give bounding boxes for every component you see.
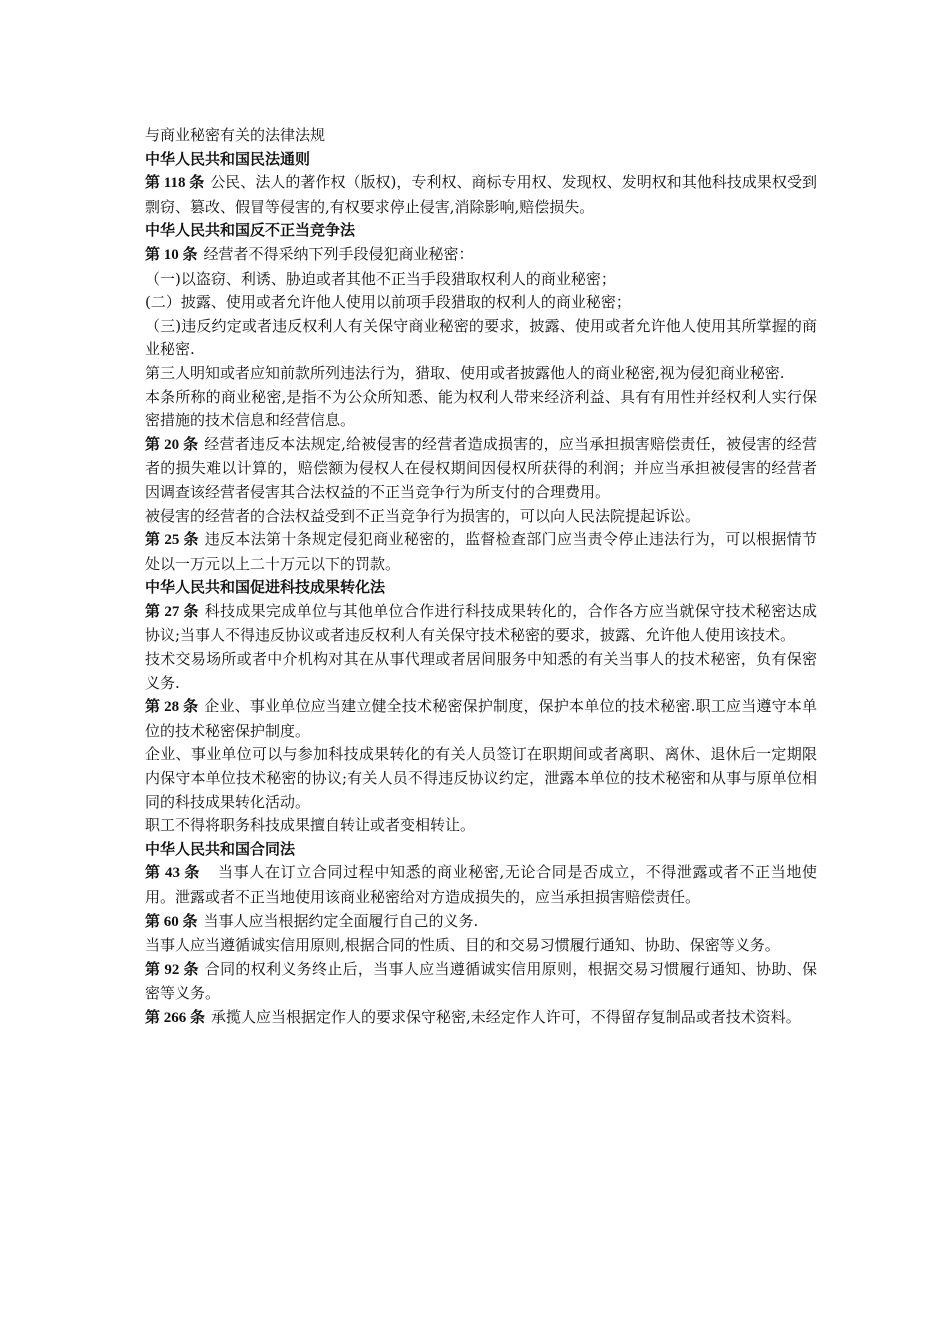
law-heading: 中华人民共和国民法通则 xyxy=(145,149,311,168)
article-paragraph xyxy=(145,695,817,743)
article-paragraph xyxy=(145,171,817,219)
clause-paragraph xyxy=(145,648,817,695)
article-paragraph xyxy=(145,600,817,648)
article-number: 第 92 条 xyxy=(145,961,199,978)
paragraph-text: 企业、事业单位应当建立健全技术秘密保护制度，保护本单位的技术秘密.职工应当遵守本单位的技术秘密保护制度。 xyxy=(145,697,817,740)
paragraph-text: 技术交易场所或者中介机构对其在从事代理或者居间服务中知悉的有关当事人的技术秘密，负有保密义务. xyxy=(145,650,817,692)
law-heading: 中华人民共和国合同法 xyxy=(145,839,296,858)
document-page xyxy=(145,124,817,1031)
clause-paragraph xyxy=(145,505,817,529)
clause-paragraph xyxy=(145,743,817,814)
article-number: 第 25 条 xyxy=(145,532,199,549)
article-paragraph xyxy=(145,528,817,576)
paragraph-text: 本条所称的商业秘密,是指不为公众所知悉、能为权利人带来经济利益、具有有用性并经权利人实行保密措施的技术信息和经营信息。 xyxy=(145,387,817,430)
clause-paragraph xyxy=(145,362,817,386)
paragraph-text: (二）披露、使用或者允许他人使用以前项手段猎取的权利人的商业秘密； xyxy=(145,293,631,312)
law-heading: 中华人民共和国促进科技成果转化法 xyxy=(145,578,386,597)
article-number: 第 60 条 xyxy=(145,913,198,930)
clause-paragraph xyxy=(145,934,817,958)
clause-paragraph xyxy=(145,268,817,292)
clause-paragraph xyxy=(145,386,817,433)
paragraph-text: 第三人明知或者应知前款所列违法行为，猎取、使用或者披露他人的商业秘密,视为侵犯商业秘密. xyxy=(145,363,785,382)
paragraph-text: 当事人应当根据约定全面履行自己的义务. xyxy=(203,911,479,930)
article-paragraph xyxy=(145,910,817,935)
paragraph-text: 经营者不得采纳下列手段侵犯商业秘密： xyxy=(203,244,474,263)
article-number: 第 27 条 xyxy=(145,603,199,620)
paragraph-text: 经营者违反本法规定,给被侵害的经营者造成损害的，应当承担损害赔偿责任，被侵害的经营者的损失难以计算的，赔偿额为侵权人在侵权期间因侵权所获得的利润；并应当承担被侵害的经营者因调查该经营者侵害其合法权益的不正当竞争行为所支付的合理费用。 xyxy=(145,434,817,501)
paragraph-text: （一)以盗窃、利诱、胁迫或者其他不正当手段猎取权利人的商业秘密； xyxy=(145,269,616,288)
article-paragraph xyxy=(145,433,817,505)
paragraph-text: 科技成果完成单位与其他单位合作进行科技成果转化的，合作各方应当就保守技术秘密达成协议;当事人不得违反协议或者违反权利人有关保守技术秘密的要求，披露、允许他人使用该技术。 xyxy=(145,601,817,645)
paragraph-text: 当事人应当遵循诚实信用原则,根据合同的性质、目的和交易习惯履行通知、协助、保密等义务。 xyxy=(145,936,780,955)
paragraph-text: 合同的权利义务终止后，当事人应当遵循诚实信用原则，根据交易习惯履行通知、协助、保密等义务。 xyxy=(145,959,817,1003)
article-number: 第 43 条 xyxy=(145,865,201,882)
article-number: 第 20 条 xyxy=(145,436,199,453)
article-number: 第 118 条 xyxy=(145,175,205,192)
paragraph-text: 职工不得将职务科技成果擅自转让或者变相转让。 xyxy=(145,816,476,835)
article-paragraph xyxy=(145,861,817,909)
paragraph-text: 违反本法第十条规定侵犯商业秘密的，监督检查部门应当责令停止违法行为，可以根据情节处以一万元以上二十万元以下的罚款。 xyxy=(145,530,817,573)
article-number: 第 266 条 xyxy=(145,1009,206,1026)
article-paragraph xyxy=(145,958,817,1006)
document-title: 与商业秘密有关的法律法规 xyxy=(145,126,326,144)
clause-paragraph xyxy=(145,315,817,362)
paragraph-text: 当事人在订立合同过程中知悉的商业秘密,无论合同是否成立，不得泄露或者不正当地使用。泄露或者不正当地使用该商业秘密给对方造成损失的，应当承担损害赔偿责任。 xyxy=(145,863,817,906)
paragraph-text: 公民、法人的著作权（版权)，专利权、商标专用权、发现权、发明权和其他科技成果权受到剽窃、篡改、假冒等侵害的,有权要求停止侵害,消除影响,赔偿损失。 xyxy=(145,173,817,216)
paragraph-text: 被侵害的经营者的合法权益受到不正当竞争行为损害的，可以向人民法院提起诉讼。 xyxy=(145,506,701,525)
paragraph-text: 承揽人应当根据定作人的要求保守秘密,未经定作人许可，不得留存复制品或者技术资料。 xyxy=(211,1007,801,1026)
law-heading: 中华人民共和国反不正当竞争法 xyxy=(145,221,356,240)
clause-paragraph xyxy=(145,814,817,838)
article-paragraph xyxy=(145,243,817,268)
article-number: 第 28 条 xyxy=(145,699,199,716)
paragraph-text: （三)违反约定或者违反权利人有关保守商业秘密的要求，披露、使用或者允许他人使用其所掌握的商业秘密. xyxy=(145,316,817,359)
article-paragraph xyxy=(145,1006,817,1031)
paragraph-text: 企业、事业单位可以与参加科技成果转化的有关人员签订在职期间或者离职、离休、退休后一定期限内保守本单位技术秘密的协议;有关人员不得违反协议约定，泄露本单位的技术秘密和从事与原单位相同的科技成果转化活动。 xyxy=(145,745,817,811)
document-body xyxy=(145,148,817,1031)
clause-paragraph xyxy=(145,291,817,315)
article-number: 第 10 条 xyxy=(145,246,198,263)
